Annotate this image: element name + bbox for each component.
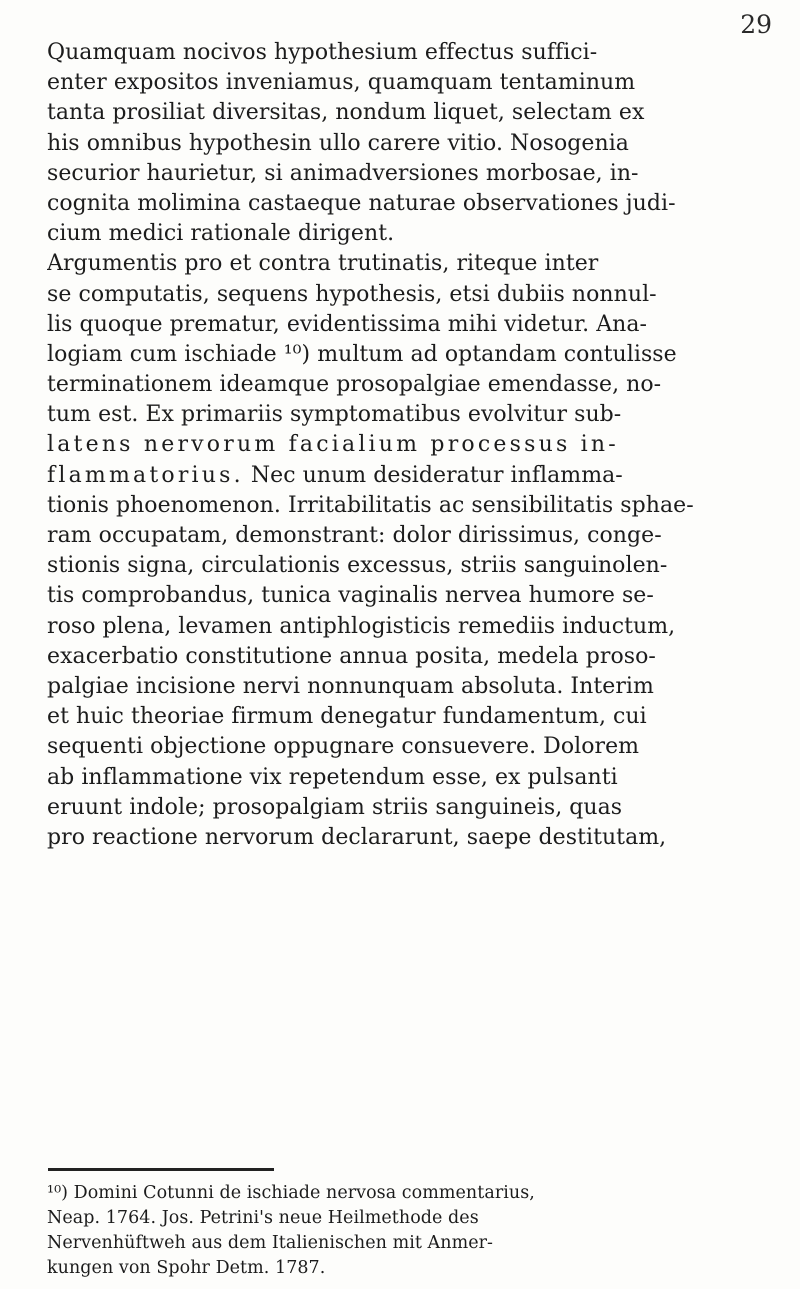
text-line: stionis signa, circulationis excessus, striis sanguinolen-	[47, 553, 668, 579]
text-line: et huic theoriae firmum denegatur fundamentum, cui	[47, 704, 647, 730]
text-line: sequenti objectione oppugnare consuevere. Dolorem	[47, 734, 640, 760]
text-line: cium medici rationale dirigent.	[47, 221, 395, 247]
text-line: exacerbatio constitutione annua posita, medela proso-	[47, 643, 656, 669]
page-number: 29	[740, 10, 772, 39]
text-line: Quamquam nocivos hypothesium effectus suffici-	[47, 40, 598, 65]
text-line: ab inflammatione vix repetendum esse, ex pulsanti	[47, 764, 618, 790]
spaced-text-line: latens nervorum facialium processus in-	[47, 432, 619, 458]
text-line: tis comprobandus, tunica vaginalis nervea humore se-	[47, 583, 654, 609]
footnote-line: ¹⁰) Domini Cotunni de ischiade nervosa commentarius,	[47, 1183, 535, 1203]
text-line: pro reactione nervorum declararunt, saepe destitutam,	[47, 824, 667, 850]
footnote-rule	[48, 1168, 274, 1171]
text-line: ram occupatam, demonstrant: dolor dirissimus, conge-	[47, 523, 662, 548]
text-line: cognita molimina castaeque naturae observationes judi-	[47, 190, 676, 216]
text-line: roso plena, levamen antiphlogisticis remediis inductum,	[47, 613, 676, 639]
text-line: terminationem ideamque prosopalgiae emendasse, no-	[47, 372, 662, 398]
text-line: lis quoque prematur, evidentissima mihi videtur. Ana-	[47, 311, 648, 337]
text-line: eruunt indole; prosopalgiam striis sanguineis, quas	[47, 794, 623, 820]
main-text	[47, 38, 777, 853]
text-line: se computatis, sequens hypothesis, etsi dubiis nonnul-	[47, 281, 657, 307]
text-line: logiam cum ischiade ¹⁰) multum ad optandam contulisse	[47, 341, 677, 367]
text-line: securior haurietur, si animadversiones morbosae, in-	[47, 160, 639, 186]
text-line: tum est. Ex primariis symptomatibus evolvitur sub-	[47, 402, 622, 428]
text-line-rest: Nec unum desideratur inflamma-	[243, 462, 623, 488]
text-line: tionis phoenomenon. Irritabilitatis ac sensibilitatis sphae-	[47, 492, 694, 518]
text-line: Argumentis pro et contra trutinatis, riteque inter	[47, 251, 599, 277]
footnote-line: Neap. 1764. Jos. Petrini's neue Heilmethode des	[47, 1208, 479, 1228]
footnote	[47, 1181, 777, 1281]
text-line: enter expositos inveniamus, quamquam tentaminum	[47, 70, 636, 96]
text-line: his omnibus hypothesin ullo carere vitio. Nosogenia	[47, 130, 629, 156]
text-line: tanta prosiliat diversitas, nondum liquet, selectam ex	[47, 100, 645, 126]
footnote-line: kungen von Spohr Detm. 1787.	[47, 1258, 326, 1278]
text-line: palgiae incisione nervi nonnunquam absoluta. Interim	[47, 673, 654, 699]
footnote-line: Nervenhüftweh aus dem Italienischen mit Anmer-	[47, 1233, 493, 1253]
mixed-text-line	[47, 461, 777, 491]
spaced-word: flammatorius.	[47, 462, 244, 488]
